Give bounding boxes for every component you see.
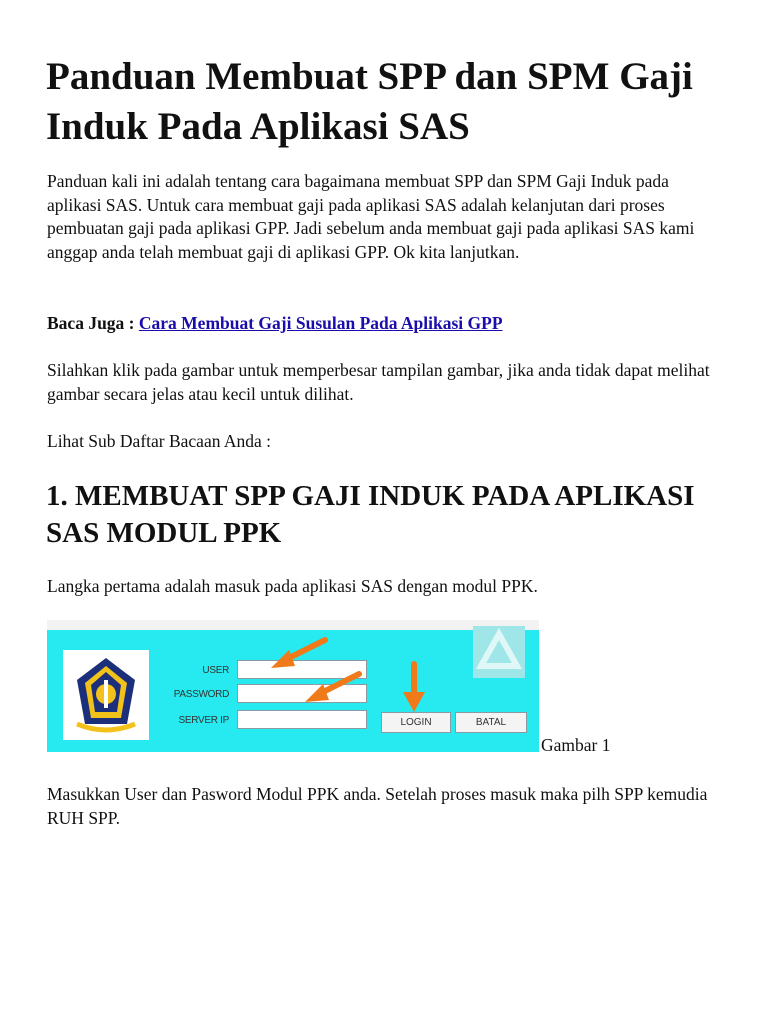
- server-ip-input[interactable]: [237, 710, 367, 729]
- related-article: [47, 312, 727, 336]
- login-button[interactable]: LOGIN: [381, 712, 451, 733]
- related-label: Baca Juga :: [47, 313, 135, 333]
- figure-top-strip: [47, 620, 539, 630]
- cancel-button[interactable]: BATAL: [455, 712, 527, 733]
- step1-paragraph: Langka pertama adalah masuk pada aplikasi SAS dengan modul PPK.: [47, 576, 538, 596]
- page-title: Panduan Membuat SPP dan SPM Gaji Induk Pada Aplikasi SAS: [46, 55, 693, 148]
- section-heading: 1. MEMBUAT SPP GAJI INDUK PADA APLIKASI SAS MODUL PPK: [46, 480, 695, 549]
- arrow-to-user-icon: [261, 634, 331, 674]
- arrow-to-password-icon: [295, 670, 365, 710]
- step2-paragraph: Masukkan User dan Pasword Modul PPK anda. Setelah proses masuk maka pilh SPP kemudia RUH SPP.: [47, 784, 708, 828]
- login-screenshot-figure[interactable]: [47, 620, 539, 752]
- intro-paragraph: Panduan kali ini adalah tentang cara bagaimana membuat SPP dan SPM Gaji Induk pada aplikasi SAS. Untuk cara membuat gaji pada aplikasi SAS adalah kelanjutan dari proses pembuatan gaji pada aplikasi GPP. Jadi sebelum anda membuat gaji pada aplikasi SAS kami anggap anda telah membuat gaji di aplikasi GPP. Ok kita lanjutkan.: [47, 171, 695, 262]
- sub-list-paragraph: Lihat Sub Daftar Bacaan Anda :: [47, 431, 272, 451]
- kementerian-keuangan-logo-icon: [63, 650, 149, 740]
- user-label: USER: [202, 665, 229, 676]
- related-article-link[interactable]: Cara Membuat Gaji Susulan Pada Aplikasi GPP: [138, 313, 503, 333]
- arrow-to-login-icon: [399, 662, 429, 714]
- triangle-brand-icon: [473, 626, 525, 678]
- click-note-paragraph: Silahkan klik pada gambar untuk memperbesar tampilan gambar, jika anda tidak dapat melihat gambar secara jelas atau kecil untuk dilihat.: [47, 360, 710, 404]
- figure-caption: Gambar 1: [541, 735, 611, 755]
- server-ip-label: SERVER IP: [178, 715, 229, 726]
- password-label: PASSWORD: [173, 689, 229, 700]
- logo-panel: [63, 650, 149, 740]
